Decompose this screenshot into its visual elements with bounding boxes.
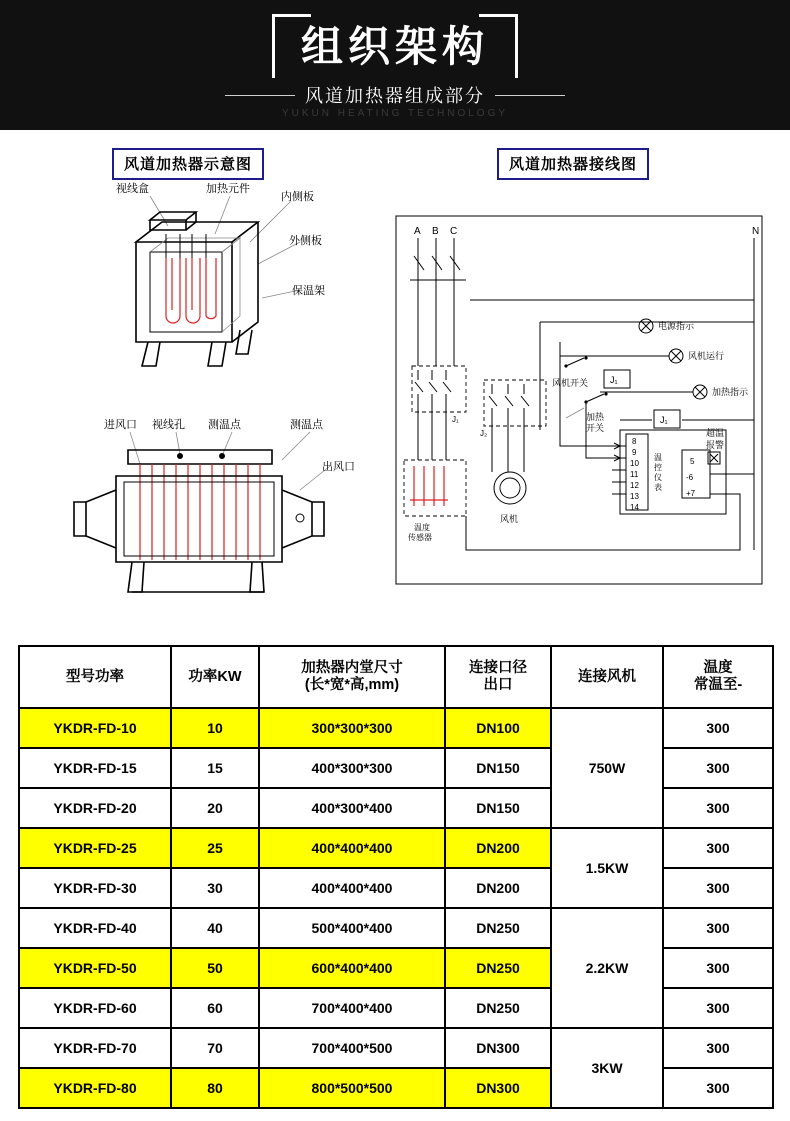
- svg-text:13: 13: [630, 492, 639, 501]
- table-row: [19, 828, 773, 868]
- technical-drawings: [0, 130, 790, 630]
- subtitle-rule-left: [225, 95, 295, 96]
- cell-size: 700*400*500: [259, 1028, 445, 1068]
- cell-port: DN150: [445, 748, 551, 788]
- cell-port: DN300: [445, 1028, 551, 1068]
- svg-text:-6: -6: [686, 473, 694, 482]
- label-fan: 风机: [500, 514, 519, 524]
- cell-port: DN250: [445, 948, 551, 988]
- cell-fan: 1.5KW: [551, 828, 663, 908]
- table-header-row: [19, 646, 773, 708]
- table-row: [19, 908, 773, 948]
- diagram-section: [0, 130, 790, 630]
- cell-model: YKDR-FD-80: [19, 1068, 171, 1108]
- label-heat-indicator: 加热指示: [712, 387, 749, 397]
- contactor-j2: [480, 380, 546, 438]
- left-diagram-caption: 风道加热器示意图: [112, 148, 264, 180]
- cell-size: 600*400*400: [259, 948, 445, 988]
- label-contactor-j2: J₂: [480, 429, 488, 438]
- temp-point-2: [219, 453, 225, 459]
- cell-size: 700*400*400: [259, 988, 445, 1028]
- label-over-temp-2: 报警: [706, 440, 725, 450]
- page-header: [0, 0, 790, 130]
- cell-model: YKDR-FD-50: [19, 948, 171, 988]
- cell-temp: 300: [663, 1068, 773, 1108]
- cell-size: 400*300*400: [259, 788, 445, 828]
- cell-power: 20: [171, 788, 259, 828]
- cell-model: YKDR-FD-15: [19, 748, 171, 788]
- label-temp-controller-3: 仪: [654, 473, 662, 482]
- cell-port: DN200: [445, 868, 551, 908]
- col-header-model: 型号功率: [19, 646, 171, 708]
- col-header-temp-line1: 温度: [703, 660, 733, 676]
- label-heat-switch-line2: 开关: [586, 423, 605, 433]
- label-outer-plate: 外侧板: [289, 235, 322, 247]
- heater-element-block: [404, 412, 466, 542]
- cell-temp: 300: [663, 868, 773, 908]
- fan-motor: [492, 426, 526, 524]
- right-diagram-caption: 风道加热器接线图: [497, 148, 649, 180]
- svg-text:5: 5: [690, 457, 695, 466]
- cell-model: YKDR-FD-25: [19, 828, 171, 868]
- left-bottom-drawing: [74, 417, 355, 592]
- right-wiring-drawing: [396, 216, 762, 584]
- cell-power: 80: [171, 1068, 259, 1108]
- cell-power: 10: [171, 708, 259, 748]
- cell-fan: 2.2KW: [551, 908, 663, 1028]
- label-heat-switch-line1: 加热: [586, 412, 605, 422]
- cell-temp: 300: [663, 1028, 773, 1068]
- cell-temp: 300: [663, 948, 773, 988]
- cell-temp: 300: [663, 748, 773, 788]
- cell-model: YKDR-FD-40: [19, 908, 171, 948]
- cell-power: 30: [171, 868, 259, 908]
- cell-model: YKDR-FD-10: [19, 708, 171, 748]
- cell-temp: 300: [663, 828, 773, 868]
- label-fan-run: 风机运行: [688, 351, 725, 361]
- cell-model: YKDR-FD-30: [19, 868, 171, 908]
- col-header-port-line1: 连接口径: [469, 660, 527, 676]
- page-subtitle: 风道加热器组成部分: [305, 86, 485, 106]
- label-air-inlet: 进风口: [104, 419, 137, 431]
- cell-size: 400*400*400: [259, 828, 445, 868]
- label-air-outlet: 出风口: [322, 461, 355, 473]
- spec-table-container: [18, 645, 772, 1109]
- cell-fan: 750W: [551, 708, 663, 828]
- label-heating-element: 加热元件: [206, 183, 250, 195]
- label-contactor-j1: J₁: [452, 415, 459, 424]
- table-row: [19, 708, 773, 748]
- cell-port: DN300: [445, 1068, 551, 1108]
- cell-port: DN200: [445, 828, 551, 868]
- spec-table-head: [19, 646, 773, 708]
- temp-point-1: [177, 453, 183, 459]
- label-temp-sensor-line2: 传感器: [408, 533, 432, 542]
- label-phase-c: C: [450, 226, 458, 237]
- label-temp-point-1: 测温点: [208, 419, 241, 431]
- svg-text:9: 9: [632, 448, 637, 457]
- col-header-size-line2: (长*宽*高,mm): [304, 677, 400, 693]
- svg-text:14: 14: [630, 503, 639, 512]
- cell-power: 60: [171, 988, 259, 1028]
- cell-model: YKDR-FD-70: [19, 1028, 171, 1068]
- col-header-size-line1: 加热器内堂尺寸: [301, 660, 403, 676]
- col-header-port-line2: 出口: [483, 677, 513, 693]
- col-header-power: 功率KW: [171, 646, 259, 708]
- label-neutral: N: [752, 226, 760, 237]
- cell-port: DN100: [445, 708, 551, 748]
- contactor-j1: [412, 366, 466, 424]
- title-frame: [272, 14, 518, 78]
- subtitle-rule-right: [495, 95, 565, 96]
- spec-table-body: [19, 708, 773, 1108]
- label-insulation-frame: 保温架: [292, 285, 325, 297]
- cell-model: YKDR-FD-60: [19, 988, 171, 1028]
- cell-size: 300*300*300: [259, 708, 445, 748]
- label-temp-controller-1: 温: [654, 453, 662, 462]
- cell-temp: 300: [663, 988, 773, 1028]
- label-phase-b: B: [432, 226, 439, 237]
- cell-temp: 300: [663, 708, 773, 748]
- label-inner-plate: 内侧板: [281, 191, 314, 203]
- col-header-fan: 连接风机: [551, 646, 663, 708]
- cell-power: 25: [171, 828, 259, 868]
- label-power-indicator: 电源指示: [658, 321, 695, 331]
- cell-power: 15: [171, 748, 259, 788]
- label-fan-switch: 风机开关: [552, 378, 589, 388]
- cell-power: 70: [171, 1028, 259, 1068]
- col-header-temp: [663, 646, 773, 708]
- left-top-drawing: [116, 181, 325, 366]
- spec-table: [18, 645, 774, 1109]
- cell-model: YKDR-FD-20: [19, 788, 171, 828]
- cell-size: 800*500*500: [259, 1068, 445, 1108]
- label-temp-sensor-line1: 温度: [414, 523, 430, 532]
- over-temp-alarm: [706, 427, 724, 464]
- col-header-size: [259, 646, 445, 708]
- cell-size: 500*400*400: [259, 908, 445, 948]
- cell-size: 400*400*400: [259, 868, 445, 908]
- page-title: 组织架构: [300, 23, 489, 70]
- table-row: [19, 1028, 773, 1068]
- cell-temp: 300: [663, 908, 773, 948]
- svg-text:8: 8: [632, 437, 637, 446]
- cell-port: DN250: [445, 988, 551, 1028]
- cell-fan: 3KW: [551, 1028, 663, 1108]
- label-over-temp-1: 超温: [706, 428, 725, 438]
- label-relay-j1-lower: J₁: [660, 415, 668, 425]
- label-sight-hole: 视线孔: [152, 419, 185, 431]
- header-title-block: [135, 14, 655, 108]
- label-temp-controller-2: 控: [654, 463, 662, 472]
- cell-power: 50: [171, 948, 259, 988]
- col-header-temp-line2: 常温至-: [693, 677, 743, 693]
- cell-power: 40: [171, 908, 259, 948]
- watermark-text: YUKUN HEATING TECHNOLOGY: [281, 108, 509, 119]
- svg-text:10: 10: [630, 459, 639, 468]
- label-sight-box: 视线盒: [116, 183, 149, 195]
- cell-temp: 300: [663, 788, 773, 828]
- cell-port: DN150: [445, 788, 551, 828]
- subtitle-row: [135, 82, 655, 108]
- label-relay-j1-upper: J₁: [610, 375, 618, 385]
- svg-text:+7: +7: [686, 489, 696, 498]
- label-temp-controller-4: 表: [654, 483, 662, 492]
- label-phase-a: A: [414, 226, 421, 237]
- col-header-port: [445, 646, 551, 708]
- label-temp-point-2: 测温点: [290, 419, 323, 431]
- cell-port: DN250: [445, 908, 551, 948]
- svg-text:12: 12: [630, 481, 639, 490]
- cell-size: 400*300*300: [259, 748, 445, 788]
- svg-text:11: 11: [630, 470, 639, 479]
